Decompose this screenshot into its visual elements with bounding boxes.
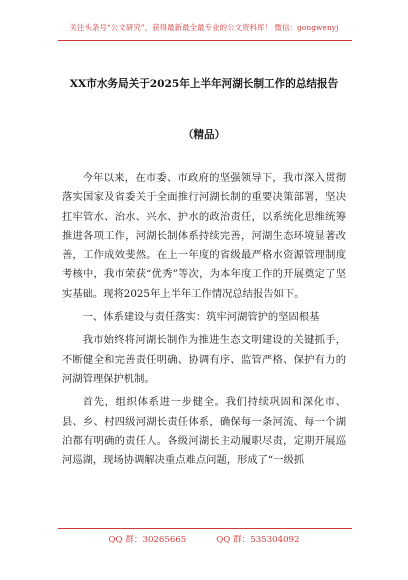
footer-qq-group-1: QQ 群：30265665 (108, 535, 187, 545)
footer-divider (58, 528, 352, 529)
document-title: XX市水务局关于2025年上半年河湖长制工作的总结报告 (69, 78, 339, 90)
document-subtitle: （精品） (182, 129, 226, 141)
document-body (62, 169, 346, 474)
header-notice: 关注头条号“公文研究”，获得最新最全最专业的公文资料库！ 微信：gongwenyj (69, 23, 339, 32)
footer-qq-group-2: QQ 群：535304092 (216, 535, 300, 545)
header-divider (58, 40, 352, 41)
intro-paragraph: 今年以来，在市委、市政府的坚强领导下，我市深入贯彻落实国家及省委关于全面推行河湖长制的重要决策部署，坚决扛牢管水、治水、兴水、护水的政治责任，以系统化思维统筹推进各项工作，河湖长制体系持续完善，河湖生态环境显著改善，工作成效斐然。在上一年度的省级最严格水资源管理制度考核中，我市荣获“优秀”等次，为本年度工作的开展奠定了坚实基础。现将2025年上半年工作情况总结报告如下。 (62, 172, 346, 300)
section-paragraph: 我市始终将河湖长制作为推进生态文明建设的关键抓手，不断健全和完善责任明确、协调有序、监管严格、保护有力的河湖管理保护机制。 (62, 334, 346, 385)
footer-contacts (0, 533, 408, 545)
section-paragraph: 首先，组织体系进一步健全。我们持续巩固和深化市、县、乡、村四级河湖长责任体系，确保每一条河流、每一个湖泊都有明确的责任人。各级河湖长主动履职尽责，定期开展巡河巡湖，现场协调解决重点难点问题，形成了“一级抓 (62, 396, 346, 467)
section-heading: 一、体系建设与责任落实：筑牢河湖管护的坚固根基 (82, 311, 320, 324)
